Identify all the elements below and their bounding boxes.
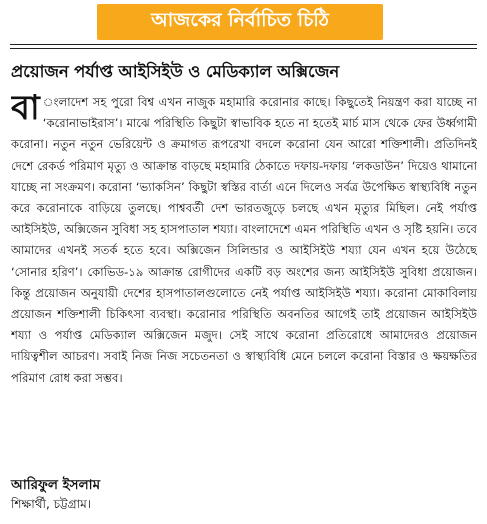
letter-paragraph (11, 92, 477, 389)
divider-top (10, 44, 477, 45)
section-title: আজকের নির্বাচিত চিঠি (151, 9, 329, 31)
letter-headline: প্রয়োজন পর্যাপ্ত আইসিইউ ও মেডিক্যাল অক্সিজেন (11, 62, 340, 81)
section-banner (97, 4, 383, 40)
author-name: আরিফুল ইসলাম (11, 477, 101, 493)
author-location: শিক্ষার্থী, চট্টগ্রাম। (11, 497, 92, 511)
letter-text: ংলাদেশ সহ পুরো বিশ্ব এখন নাজুক মহামারি করোনার কাছে। কিছুতেই নিয়ন্ত্রণ করা যাচ্ছে না ‘করোনাভাইরাস’। মাঝে পরিস্থিতি কিছুটা স্বাভাবিক হতে না হতেই মার্চ মাস থেকে ফের উর্ধ্বগামী করোনা। নতুন নতুন ভেরিয়েন্ট ও ক্রমাগত রূপরেখা বদলে করোনা যেন আরো শক্তিশালী। প্রতিদিনই দেশে রেকর্ড পরিমাণ মৃত্যু ও আক্রান্ত বাড়ছে মহামারি ঠেকাতে দফায়-দফায় ‘লকডাউন’ দিয়েও থামানো যাচ্ছে না সংক্রমণ। করোনা ‘ভ্যাকসিন’ কিছুটা স্বস্তির বার্তা এনে দিলেও সর্বত্র উপেক্ষিত স্বাস্থ্যবিধি নতুন করে করোনাকে বাড়িয়ে তুলছে। পাশ্ববর্তী দেশ ভারতজুড়ে চলছে এখন মৃত্যুর মিছিল। নেই পর্যাপ্ত আইসিইউ, অক্সিজেন সুবিধা সহ হাসপাতাল শয্যা। বাংলাদেশে এমন পরিস্থিতি এখন ও সৃষ্টি হয়নি। তবে আমাদের এখনই সতর্ক হতে হবে। অক্সিজেন সিলিন্ডার ও আইসিইউ শয্যা যেন এখন হয়ে উঠেছে ‘সোনার হরিণ’। কোভিড-১৯ আক্রান্ত রোগীদের একটি বড় অংশের জন্য আইসিইউ সুবিধা প্রয়োজন। কিন্তু প্রয়োজন অনুযায়ী দেশের হাসপাতালগুলোতে নেই পর্যাপ্ত আইসিইউ শয্যা। করোনা মোকাবিলায় প্রয়োজন শক্তিশালী চিকিৎসা ব্যবস্থা। করোনার পরিস্থিতি অবনতির আগেই তাই প্রয়োজন আইসিইউ শয্যা ও পর্যাপ্ত মেডিক্যাল অক্সিজেন মজুদ। সেই সাথে করোনা প্রতিরোধে আমাদেরও প্রয়োজন দায়িত্বশীল আচরণ। সবাই নিজ নিজ সচেতনতা ও স্বাস্থ্যবিধি মেনে চললে করোনা বিস্তার ও ক্ষয়ক্ষতির পরিমাণ রোধ করা সম্ভব। (11, 95, 477, 385)
letter-body (11, 92, 477, 462)
divider-bottom (10, 48, 477, 49)
drop-cap: বা (11, 92, 40, 128)
